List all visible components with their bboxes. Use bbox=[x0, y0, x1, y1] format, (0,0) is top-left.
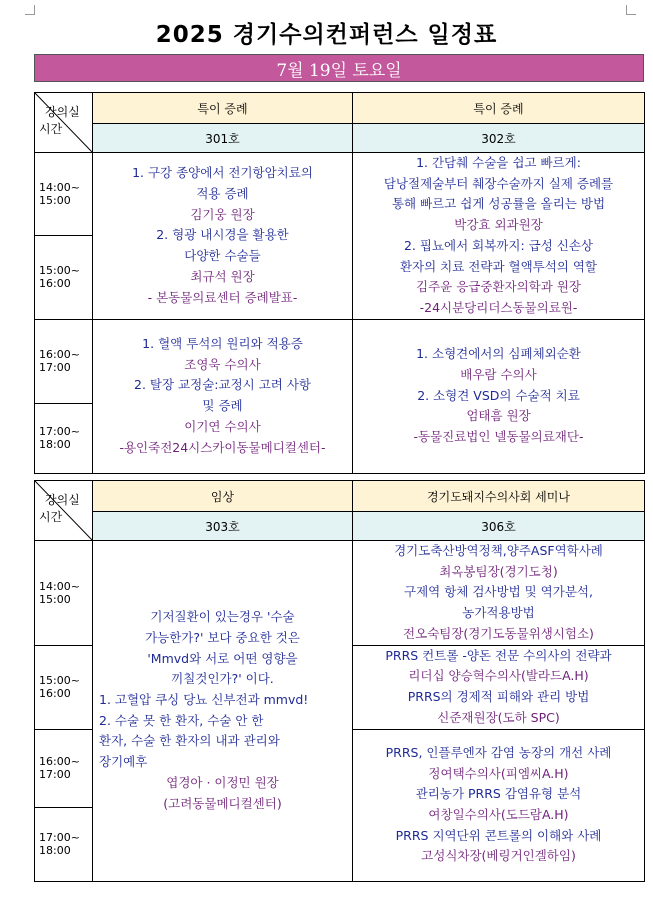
session-306-part1: 경기도축산방역정책,양주ASF역학사례 최옥봉팀장(경기도청) 구제역 항체 검사방법 및 역가분석, 농가적용방법 전오숙팀장(경기도동물위생시험소) bbox=[353, 541, 645, 646]
topic-302: 특이 증례 bbox=[353, 93, 645, 124]
date-banner bbox=[34, 54, 644, 82]
topic-301: 특이 증례 bbox=[93, 93, 353, 124]
crop-mark-top-left bbox=[25, 5, 35, 15]
room-header-label: 강의실 bbox=[45, 105, 80, 119]
page-title: 2025 경기수의컨퍼런스 일정표 bbox=[155, 22, 498, 48]
session-301-afternoon: 1. 구강 종양에서 전기항암치료의 적용 증례 김기웅 원장 2. 형광 내시경을 활용한 다양한 수술들 최규석 원장 - 본동물의료센터 증례발표- bbox=[93, 153, 353, 320]
schedule-table-2 bbox=[34, 480, 645, 882]
crop-mark-top-right bbox=[626, 5, 636, 15]
topic-306: 경기도돼지수의사회 세미나 bbox=[353, 481, 645, 512]
session-306-part3: PRRS, 인플루엔자 감염 농장의 개선 사례 정여택수의사(피엠씨A.H) 관리농가 PRRS 감염유형 분석 여창일수의사(도드람A.H) PRRS 지역단위 콘트롤의 이해와 사례 고성식차장(베링거인겔하임) bbox=[353, 729, 645, 881]
room-303: 303호 bbox=[93, 512, 353, 541]
time-slot: 15:00~ 16:00 bbox=[35, 645, 93, 729]
time-slot: 15:00~ 16:00 bbox=[35, 236, 93, 319]
time-slot: 16:00~ 17:00 bbox=[35, 319, 93, 403]
time-slot: 14:00~ 15:00 bbox=[35, 153, 93, 236]
session-303-clinical: 기저질환이 있는경우 '수술 가능한가?' 보다 중요한 것은 'Mmvd와 서로 어떤 영향을 끼칠것인가?' 이다. 1. 고혈압 쿠싱 당뇨 신부전과 mmvd! 2. 수술 못 한 환자, 수술 안 한 환자, 수술 한 환자의 내과 관리와 장기예후 엽경아 · 이정민 원장 (고려동물메디컬센터) bbox=[93, 541, 353, 882]
room-306: 306호 bbox=[353, 512, 645, 541]
room-301: 301호 bbox=[93, 124, 353, 153]
schedule-table-1 bbox=[34, 92, 645, 474]
time-slot: 17:00~ 18:00 bbox=[35, 807, 93, 881]
session-301-late: 1. 혈액 투석의 원리와 적용증 조영욱 수의사 2. 탈장 교정술:교정시 고려 사항 및 증례 이기연 수의사 -용인죽전24시스카이동물메디컬센터- bbox=[93, 319, 353, 473]
time-header-label: 시간 bbox=[39, 122, 63, 136]
time-slot: 17:00~ 18:00 bbox=[35, 403, 93, 473]
time-slot: 16:00~ 17:00 bbox=[35, 729, 93, 807]
date-label: 7월 19일 토요일 bbox=[276, 60, 402, 81]
corner-header bbox=[35, 93, 93, 153]
time-header-label: 시간 bbox=[39, 510, 63, 524]
session-302-late: 1. 소형견에서의 심폐체외순환 배우람 수의사 2. 소형견 VSD의 수술적 치료 엄태흠 원장 -동물진료법인 넬동물의료재단- bbox=[353, 319, 645, 473]
room-302: 302호 bbox=[353, 124, 645, 153]
topic-303: 임상 bbox=[93, 481, 353, 512]
session-302-afternoon: 1. 간담췌 수술을 쉽고 빠르게: 담낭절제술부터 췌장수술까지 실제 증례를 통해 빠르고 쉽게 성공률을 올리는 방법 박강효 외과원장 2. 핍뇨에서 회복까지: 급성 신손상 환자의 치료 전략과 혈액투석의 역할 김주윤 응급중환자의학과 원장 -24시분당리더스동물의료원- bbox=[353, 153, 645, 320]
room-header-label: 강의실 bbox=[45, 493, 80, 507]
session-306-part2: PRRS 컨트롤 -양돈 전문 수의사의 전략과 리더십 양승혁수의사(발라드A.H) PRRS의 경제적 피해와 관리 방법 신준재원장(도하 SPC) bbox=[353, 645, 645, 729]
corner-header bbox=[35, 481, 93, 541]
time-slot: 14:00~ 15:00 bbox=[35, 541, 93, 646]
